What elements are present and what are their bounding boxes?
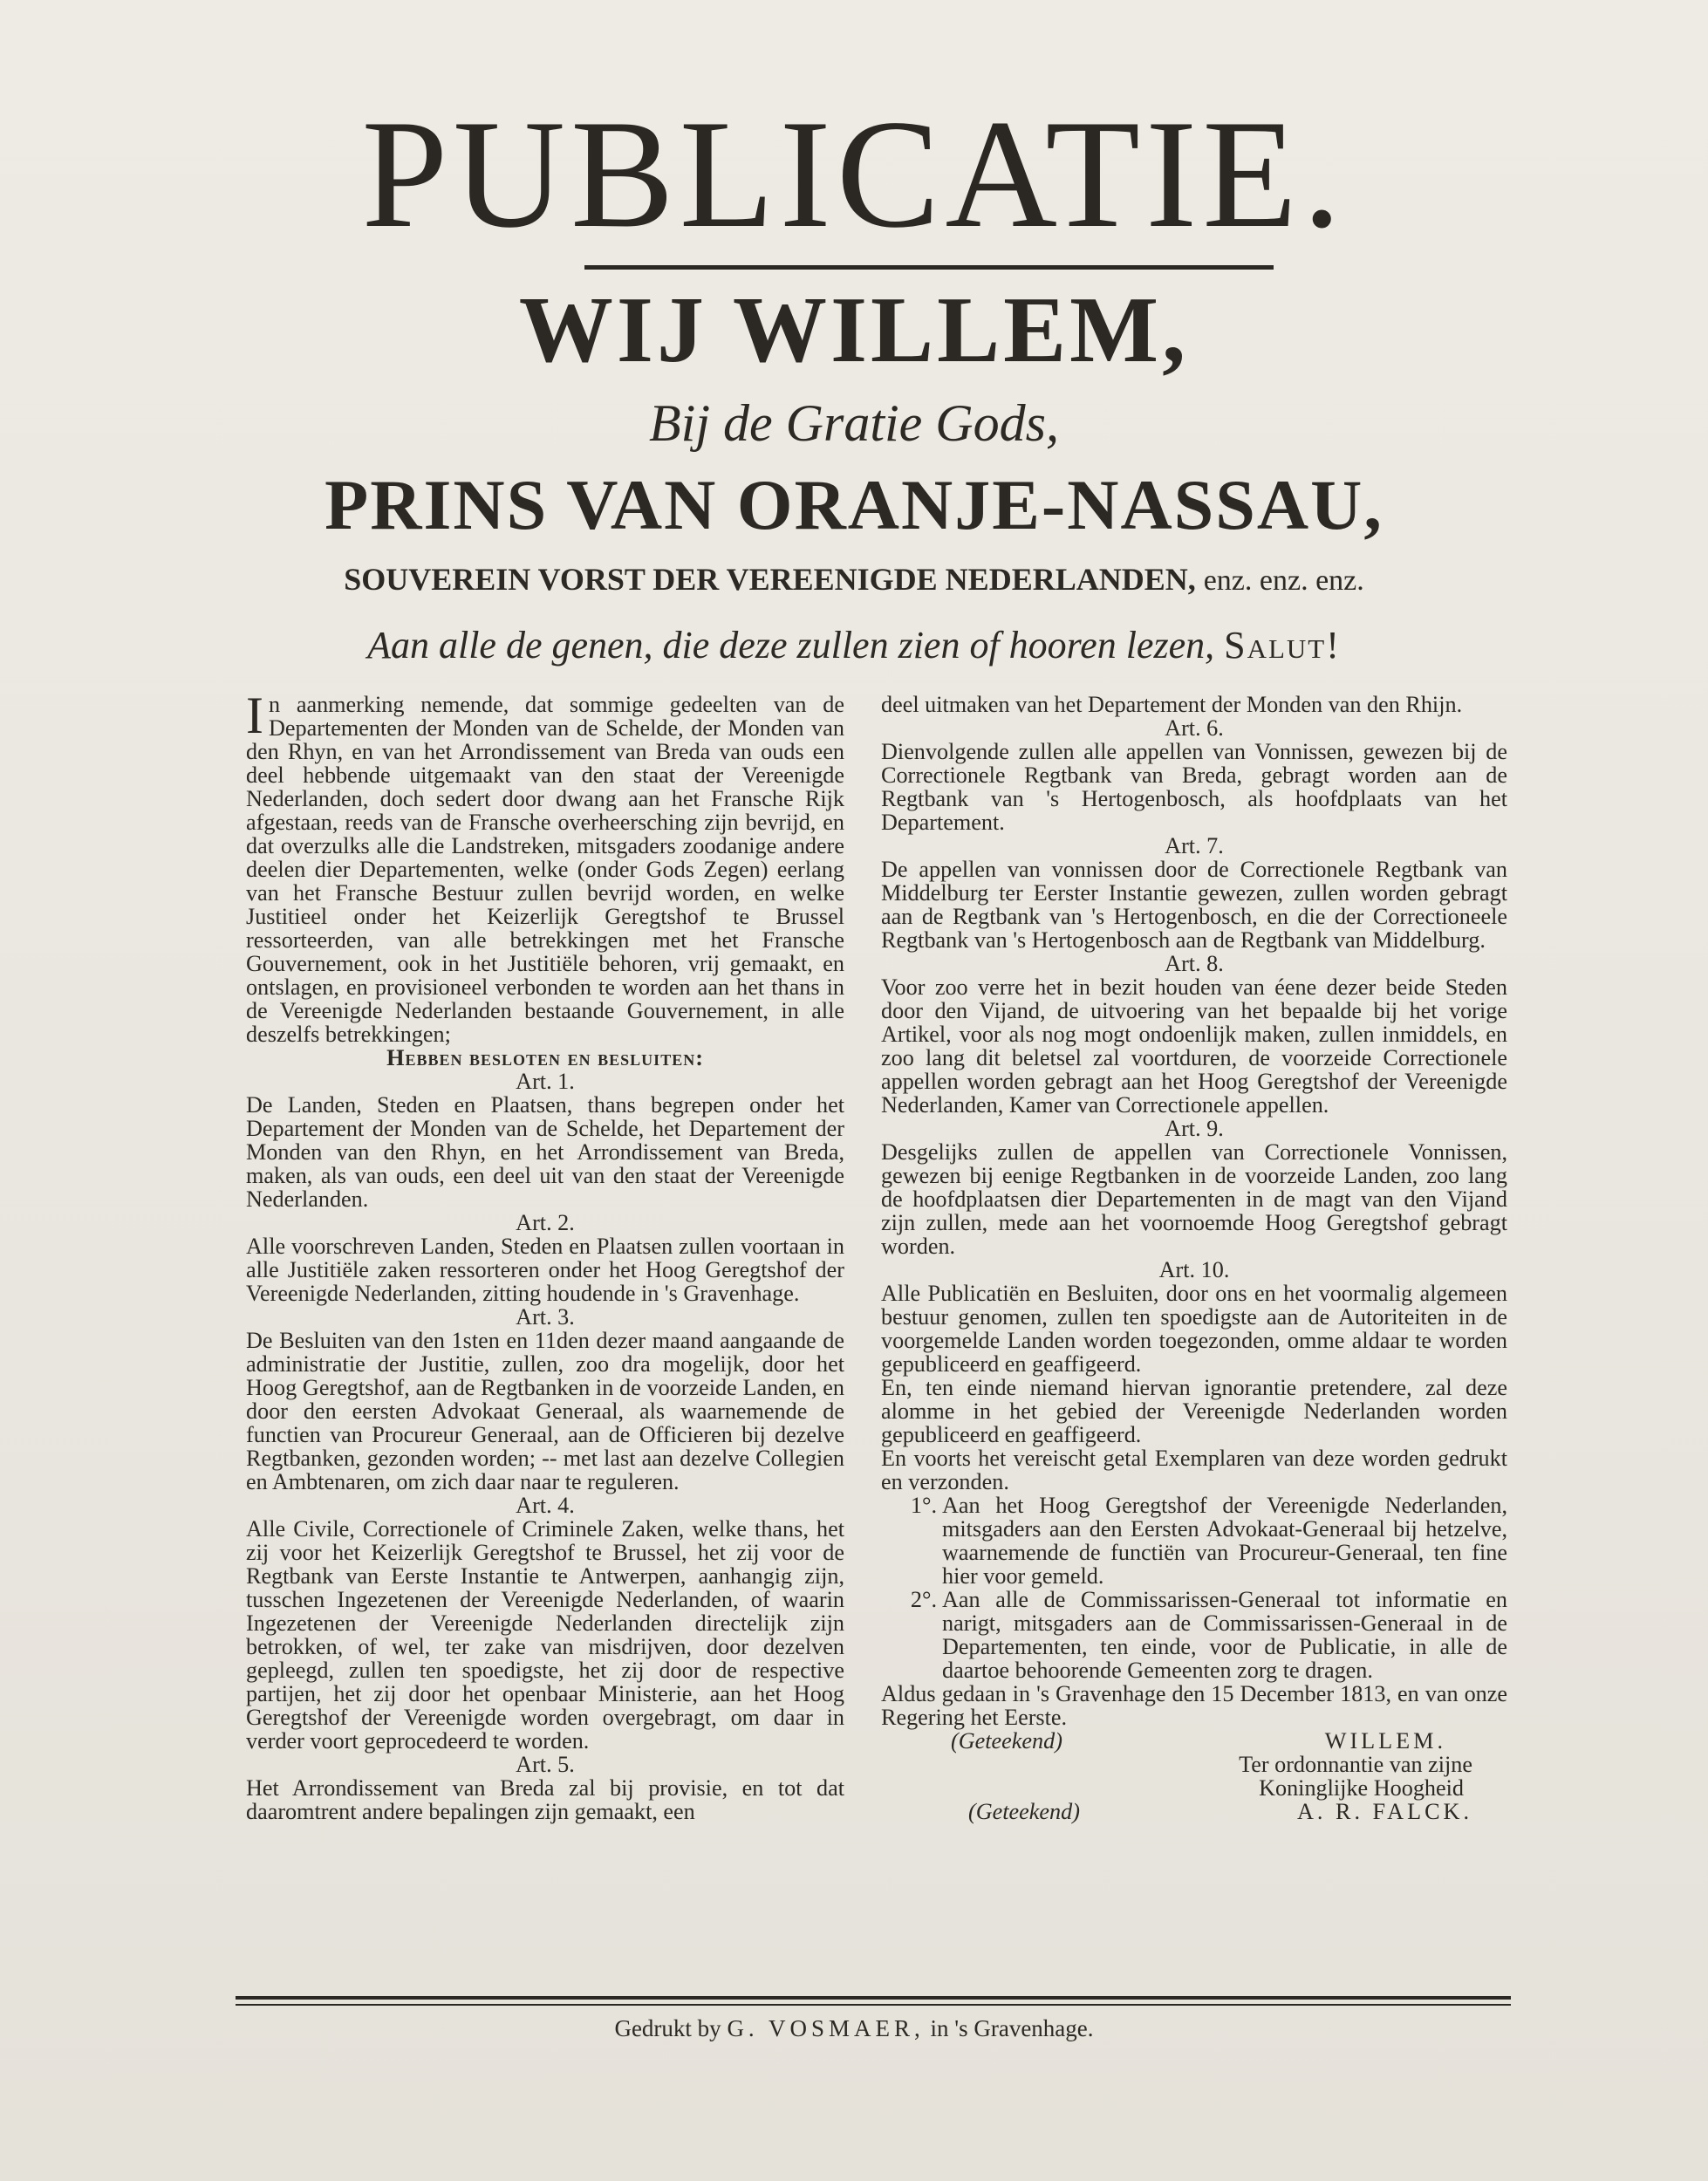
dated-line: Aldus gedaan in 's Gravenhage den 15 December 1813, en van onze Regering het Eerste. (881, 1681, 1507, 1730)
article-5-text: Het Arrondissement van Breda zal bij provisie, en tot dat daaromtrent andere bepalingen zijn gemaakt, een (246, 1775, 844, 1824)
signed-label-2: (Geteekend) (968, 1799, 1080, 1824)
intro-text: n aanmerking nemende, dat sommige gedeelten van de Departementen der Monden van de Schelde, der Monden van den Rhyn, en van het Arrondissement van Breda van ouds een deel hebbende uitgemaakt van den staat der Vereenigde Nederlanden, doch sedert door dwang aan het Fransche Rijk afgestaan, reeds van de Fransche overheersching zijn bevrijd, en dat overzulks alle die Landstreken, mitsgaders zoodanige andere deelen dier Departementen, welke (onder Gods Zegen) eerlang van het Fransche Bestuur zullen bevrijd worden, en welke Justitieel onder het Keizerlijk Geregtshof te Brussel ressorteerden, van alle betrekkingen met het Fransche Gouvernement, ook in het Justitiële behoren, vrij gemaakt, en ontslagen, en provisioneel verbonden te worden aan het thans in de Vereenigde Nederlanden bestaande Gouvernement, in alle deszelfs betrekkingen; (246, 692, 844, 1047)
article-3-text: De Besluiten van den 1sten en 11den dezer maand aangaande de administratie der Justitie, zullen, zoo dra mogelijk, door het Hoog Geregtshof, aan de Regtbanken in de voorzeide Landen, en door den eersten Advokaat Generaal, als waarnemende de functien van Procureur Generaal, aan de Officieren bij dezelve Regtbanken, gezonden worden; -- met last aan dezelve Collegien en Ambtenaren, om zich daar naar te reguleren. (246, 1328, 844, 1494)
publication-title: PUBLICATIE. (361, 87, 1347, 260)
grace-line: Bij de Gratie Gods, (649, 394, 1059, 452)
signature-row-2 (881, 1753, 1507, 1776)
article-2-heading: Art. 2. (516, 1210, 575, 1235)
enz-text: enz. enz. enz. (1203, 564, 1364, 597)
footer-rule-thin (236, 2004, 1511, 2006)
closing-paragraph-2: En voorts het vereischt getal Exemplaren van deze worden gedrukt en verzonden. (881, 1446, 1507, 1494)
article-5-continuation: deel uitmaken van het Departement der Monden van den Rhijn. (881, 692, 1463, 717)
distribution-item-2 (881, 1588, 1507, 1682)
distribution-item-1 (881, 1494, 1507, 1588)
article-7-heading: Art. 7. (1165, 833, 1224, 858)
greeting-line (0, 626, 1708, 665)
signature-row-1 (881, 1729, 1507, 1753)
sovereign-title: SOUVEREIN VORST DER VEREENIGDE NEDERLANDEN, (344, 562, 1196, 597)
signature-falck: A. R. FALCK. (1296, 1799, 1472, 1824)
article-5-heading: Art. 5. (516, 1752, 575, 1777)
prince-title: PRINS VAN ORANJE-NASSAU, (325, 465, 1383, 544)
article-9-text: Desgelijks zullen de appellen van Correctionele Vonnissen, gewezen bij eenige Regtbanken in de voorzeide Landen, zoo lang de hoofdplaatsen dier Departementen in de magt van den Vijand zijn zullen, mede aan het voornoemde Hoog Geregtshof gebragt worden. (881, 1139, 1507, 1259)
article-7-text: De appellen van vonnissen door de Correctionele Regtbank van Middelburg ter Eerster Instantie gewezen, zullen worden gebragt aan de Regtbank van 's Hertogenbosch, en die der Correctioneele Regtbank van 's Hertogenbosch aan de Regtbank van Middelburg. (881, 857, 1507, 953)
printer-place: in 's Gravenhage. (930, 2015, 1094, 2041)
article-6-text: Dienvolgende zullen alle appellen van Vonnissen, gewezen bij de Correctionele Regtbank van Breda, gebragt worden aan de Regtbank van 's Hertogenbosch, als hoofdplaats van het Departement. (881, 739, 1507, 835)
item-1-text: Aan het Hoog Geregtshof der Vereenigde Nederlanden, mitsgaders aan den Eersten Advokaat-Generaal bij hetzelve, waarnemende de functiën van Procureur-Generaal, ten fine hier voor gemeld. (942, 1493, 1507, 1589)
article-4-text: Alle Civile, Correctionele of Criminele Zaken, welke thans, het zij voor het Keizerlijk Geregtshof te Brussel, het zij voor de Regtbank van Eerste Instantie te Antwerpen, aanhangig zijn, tusschen Ingezetenen der Vereenigde Nederlanden, of waarin Ingezetenen der Vereenigde Nederlanden directelijk zijn betrokken, of wel, ter zake van misdrijven, door dezelven gepleegd, zullen ten spoedigste, het zij door de respective partijen, het zij door het openbaar Ministerie, aan het Hoog Geregtshof der Vereenigde worden overgebragt, om daar in verder voort geprocedeerd te worden. (246, 1516, 844, 1754)
article-1-heading: Art. 1. (516, 1069, 575, 1094)
ordonnantie-text: Ter ordonnantie van zijne (1239, 1752, 1472, 1777)
article-10-text: Alle Publicatiën en Besluiten, door ons en het voormalig algemeen bestuur genomen, zullen ten spoedigste aan de Autoriteiten in de voorgemelde Landen worden toegezonden, omme aldaar te worden gepubliceerd en geaffigeerd. (881, 1281, 1507, 1377)
article-2-text: Alle voorschreven Landen, Steden en Plaatsen zullen voortaan in alle Justitiële zaken ressorteren onder het Hoog Geregtshof der Vereenigde Nederlanden, zitting houdende in 's Gravenhage. (246, 1234, 844, 1306)
article-3-heading: Art. 3. (516, 1304, 575, 1330)
item-1-number: 1°. (910, 1493, 937, 1518)
hoogheid-text: Koninglijke Hoogheid (1259, 1775, 1464, 1801)
article-4-heading: Art. 4. (516, 1493, 575, 1518)
title-rule (584, 265, 1274, 270)
item-2-text: Aan alle de Commissarissen-Generaal tot informatie en narigt, mitsgaders aan de Commissarissen-Generaal in de Departementen, ten einde, voor de Publicatie, in alle de daartoe behoorende Gemeenten zorg te dragen. (942, 1587, 1507, 1683)
article-9-heading: Art. 9. (1165, 1116, 1224, 1141)
article-10-heading: Art. 10. (1158, 1257, 1230, 1282)
signature-row-3 (881, 1776, 1507, 1800)
article-6-heading: Art. 6. (1165, 715, 1224, 741)
item-2-number: 2°. (910, 1587, 937, 1612)
intro-paragraph (246, 687, 844, 1047)
ruler-name: WIJ WILLEM, (518, 278, 1190, 382)
footer-rule-thick (236, 1996, 1511, 2000)
article-1-text: De Landen, Steden en Plaatsen, thans begrepen onder het Departement der Monden van de Schelde, het Departement der Monden van den Rhyn, en het Arrondissement van Breda, maken, als van ouds, een deel uit van den staat der Vereenigde Nederlanden. (246, 1092, 844, 1212)
sovereign-line (0, 564, 1708, 596)
signature-row-4 (881, 1800, 1507, 1823)
article-8-text: Voor zoo verre het in bezit houden van éene dezer beide Steden door den Vijand, de uitvoering van het bepaalde bij het vorige Artikel, voor als nog mogt ondoenlijk maken, zullen inmiddels, en zoo lang dit beletsel zal voortduren, de voorzeide Correctionele appellen worden gebragt aan het Hoog Geregtshof der Vereenigde Nederlanden, Kamer van Correctionele appellen. (881, 974, 1507, 1118)
salut-text: Salut! (1224, 624, 1341, 667)
printer-line (0, 2015, 1708, 2042)
printer-name: G. VOSMAER, (727, 2015, 925, 2041)
article-8-heading: Art. 8. (1165, 951, 1224, 976)
signature-willem: WILLEM. (1324, 1728, 1446, 1754)
greeting-text: Aan alle de genen, die deze zullen zien of hooren lezen, (367, 624, 1215, 667)
closing-paragraph-1: En, ten einde niemand hiervan ignorantie pretendere, zal deze alomme in het gebied der Vereenigde Nederlanden worden gepubliceerd en geaffigeerd. (881, 1375, 1507, 1447)
left-column (246, 687, 844, 1824)
resolution-heading: Hebben besloten en besluiten: (386, 1045, 704, 1070)
right-column (881, 693, 1507, 1823)
signed-label-1: (Geteekend) (951, 1728, 1062, 1754)
drop-cap: I (246, 687, 263, 744)
printed-by-label: Gedrukt by (614, 2015, 721, 2041)
